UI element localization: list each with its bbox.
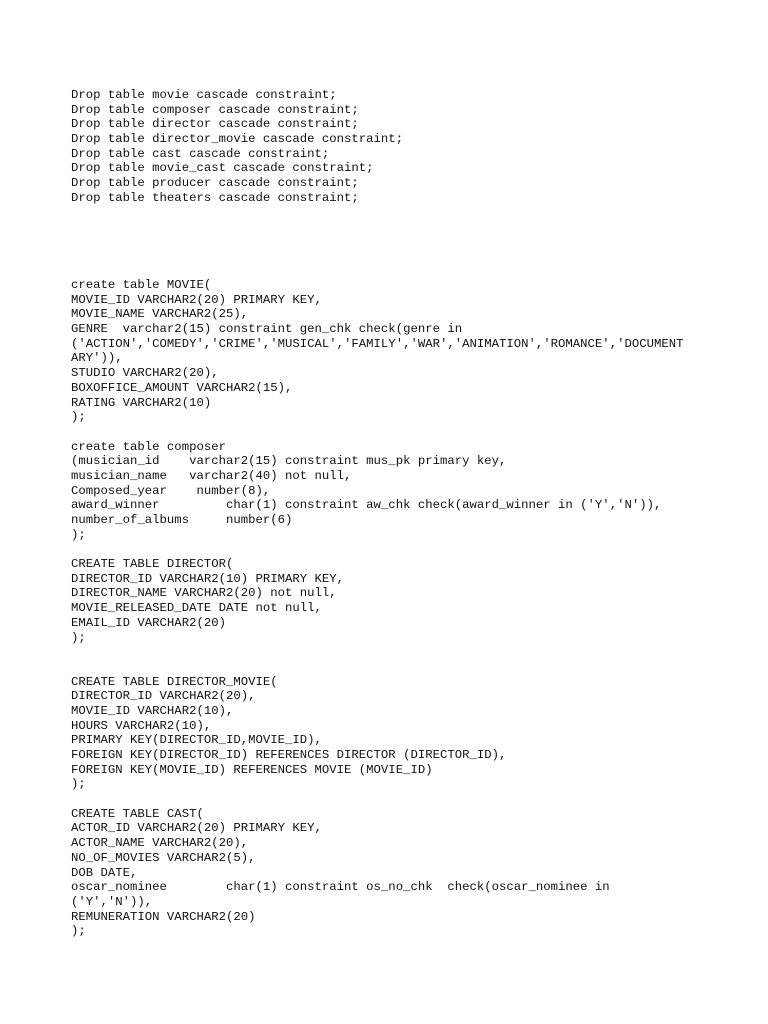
code-line-drop: Drop table theaters cascade constraint; [71,190,359,205]
code-line-create: DIRECTOR_ID VARCHAR2(20), [71,689,256,704]
code-line-create: DIRECTOR_NAME VARCHAR2(20) not null, [71,586,337,601]
code-line-create: MOVIE_NAME VARCHAR2(25), [71,307,249,322]
code-line-create: CREATE TABLE DIRECTOR( [71,557,234,572]
code-line-create: STUDIO VARCHAR2(20), [71,366,219,381]
code-line-create: create table MOVIE( [71,278,212,292]
code-line-create: MOVIE_RELEASED_DATE DATE not null, [71,601,322,616]
code-line-create: ); [71,777,86,792]
code-line-create: EMAIL_ID VARCHAR2(20) [71,615,226,630]
code-line-create: ('ACTION','COMEDY','CRIME','MUSICAL','FAMILY','WAR','ANIMATION','ROMANCE','DOCUMENT [71,336,684,351]
code-line-create: MOVIE_ID VARCHAR2(10), [71,703,234,718]
code-line-create [71,792,684,807]
code-line-create: MOVIE_ID VARCHAR2(20) PRIMARY KEY, [71,292,322,307]
code-line-create: NO_OF_MOVIES VARCHAR2(5), [71,850,256,865]
code-line-create: create table composer [71,439,226,454]
code-line-create: REMUNERATION VARCHAR2(20) [71,909,256,924]
code-line-create: DIRECTOR_ID VARCHAR2(10) PRIMARY KEY, [71,571,345,586]
code-line-create: BOXOFFICE_AMOUNT VARCHAR2(15), [71,380,293,395]
code-line-create: number_of_albums number(6) [71,513,293,527]
code-line-create: HOURS VARCHAR2(10), [71,718,212,733]
code-line-create [71,645,684,660]
code-line-create: Composed_year number(8), [71,483,271,498]
drop-statements-block [71,88,403,206]
code-line-create: musician_name varchar2(40) not null, [71,468,352,483]
create-statements-block [71,278,684,939]
code-line-create: FOREIGN KEY(DIRECTOR_ID) REFERENCES DIRECTOR (DIRECTOR_ID), [71,748,507,762]
code-line-create: award_winner char(1) constraint aw_chk check(award_winner in ('Y','N')), [71,498,662,513]
code-line-create: ); [71,924,86,939]
code-line-create: ACTOR_NAME VARCHAR2(20), [71,836,249,851]
code-line-create: ('Y','N')), [71,894,153,909]
code-line-drop: Drop table cast cascade constraint; [71,146,330,161]
code-line-create: CREATE TABLE CAST( [71,806,204,821]
code-line-create: ); [71,527,86,542]
code-line-drop: Drop table director cascade constraint; [71,117,359,132]
code-line-create: PRIMARY KEY(DIRECTOR_ID,MOVIE_ID), [71,733,322,748]
code-line-drop: Drop table movie_cast cascade constraint; [71,161,374,176]
code-line-create: ARY')), [71,351,123,366]
code-line-create: oscar_nominee char(1) constraint os_no_chk check(oscar_nominee in [71,880,610,895]
code-line-create: ); [71,630,86,645]
code-line-create: (musician_id varchar2(15) constraint mus_pk primary key, [71,454,507,469]
code-line-drop: Drop table movie cascade constraint; [71,88,337,102]
code-line-create: DOB DATE, [71,865,138,880]
code-line-create [71,542,684,557]
code-line-create: ); [71,410,86,425]
code-line-drop: Drop table producer cascade constraint; [71,176,359,191]
code-line-drop: Drop table composer cascade constraint; [71,102,359,117]
code-line-create: ACTOR_ID VARCHAR2(20) PRIMARY KEY, [71,821,322,836]
code-line-create [71,425,684,440]
code-line-drop: Drop table director_movie cascade constraint; [71,132,404,147]
code-line-create: FOREIGN KEY(MOVIE_ID) REFERENCES MOVIE (MOVIE_ID) [71,762,433,777]
code-line-create [71,660,684,675]
code-line-create: CREATE TABLE DIRECTOR_MOVIE( [71,674,278,689]
code-line-create: RATING VARCHAR2(10) [71,395,212,410]
code-line-create: GENRE varchar2(15) constraint gen_chk check(genre in [71,322,463,337]
